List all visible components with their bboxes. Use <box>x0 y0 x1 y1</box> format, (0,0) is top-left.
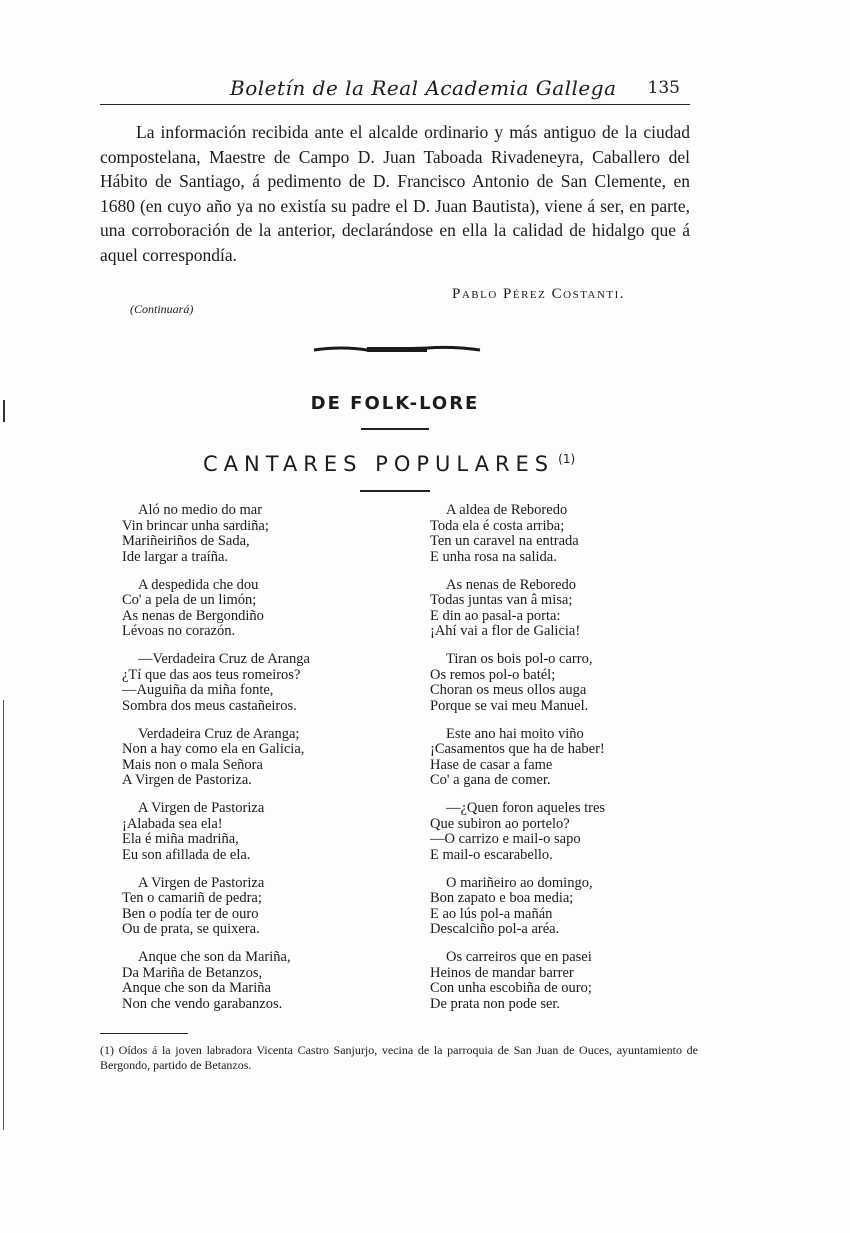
subtitle-text: CANTARES POPULARES <box>203 452 555 476</box>
stanza <box>430 801 700 863</box>
verse-line: ¡Alabada sea ela! <box>122 815 223 832</box>
verse-line: O mariñeiro ao domingo, <box>446 874 593 891</box>
verse-line: Anque che son da Mariña <box>122 980 271 996</box>
verse-line: Eu son afillada de ela. <box>122 846 251 863</box>
article-paragraph <box>100 120 690 267</box>
verse-line: Lévoas no corazón. <box>122 623 236 639</box>
verse-line: As nenas de Reboredo <box>446 576 577 593</box>
stanza <box>122 801 392 863</box>
verse-line: A Virgen de Pastoriza <box>138 800 265 816</box>
verse-line: Ten un caravel na entrada <box>430 533 579 549</box>
verse-line: Vin brincar unha sardiña; <box>122 517 269 534</box>
verse-line: Non a hay como ela en Galicia, <box>122 741 305 757</box>
verse-line: Mariñeiriños de Sada, <box>122 533 250 549</box>
stanza <box>430 503 700 565</box>
verse-line: Ou de prata, se quixera. <box>122 921 260 937</box>
verse-line: Os remos pol-o batél; <box>430 666 556 683</box>
paragraph-text: La información recibida ante el alcalde ordinario y más antiguo de la ciudad compostelana, Maestre de Campo D. Juan Taboada Rivadeneyra, Caballero del Hábito de Santiago, á pedimento de D. Francisco Antonio de San Clemente, en 1680 (en cuyo año ya no existía su padre el D. Juan Bautista), viene á ser, en parte, una corroboración de la anterior, declarándose en ella la calidad de hidalgo que á aquel correspondía. <box>100 122 690 265</box>
verse-line: Hase de casar a fame <box>430 756 553 773</box>
author-signature: Pablo Pérez Costanti. <box>452 286 626 302</box>
stanza <box>122 503 392 565</box>
verse-line: De prata non pode ser. <box>430 995 561 1012</box>
section-subtitle <box>203 452 575 476</box>
verse-line: Bon zapato e boa media; <box>430 890 574 906</box>
verse-line: A Virgen de Pastoriza. <box>122 772 252 788</box>
verse-line: As nenas de Bergondiño <box>122 607 264 624</box>
stanza <box>430 727 700 789</box>
verse-line: Tiran os bois pol-o carro, <box>446 651 593 667</box>
poems-right-column <box>430 503 700 1025</box>
verse-line: E unha rosa na salida. <box>430 548 557 565</box>
footnote: (1) Oídos á la joven labradora Vicenta Castro Sanjurjo, vecina de la parroquia de San Juan de Ouces, ayuntamiento de Bergondo, partido de Betanzos. <box>100 1043 698 1072</box>
verse-line: E ao lús pol-a mañán <box>430 905 553 922</box>
verse-line: Porque se vai meu Manuel. <box>430 697 589 714</box>
journal-title: Boletín de la Real Academia Gallega <box>230 76 617 100</box>
title-rule <box>361 428 429 430</box>
verse-line: Toda ela é costa arriba; <box>430 517 565 534</box>
verse-line: Que subiron ao portelo? <box>430 815 570 832</box>
section-title: DE FOLK-LORE <box>310 393 480 414</box>
page-number: 135 <box>647 78 680 98</box>
verse-line: Mais non o mala Señora <box>122 756 263 773</box>
verse-line: Non che vendo garabanzos. <box>122 995 283 1012</box>
verse-line: A aldea de Reboredo <box>446 502 568 518</box>
footnote-marker: (1) <box>558 452 576 466</box>
verse-line: Ben o podía ter de ouro <box>122 905 259 922</box>
verse-line: Da Mariña de Betanzos, <box>122 964 263 981</box>
verse-line: Co' a pela de un limón; <box>122 592 257 608</box>
stanza <box>430 652 700 714</box>
poems-left-column <box>122 503 392 1025</box>
ornamental-divider <box>312 342 482 358</box>
verse-line: Os carreiros que en pasei <box>446 949 592 965</box>
verse-line: A Virgen de Pastoriza <box>138 874 265 891</box>
verse-line: Sombra dos meus castañeiros. <box>122 697 297 714</box>
verse-line: Con unha escobiña de ouro; <box>430 980 592 996</box>
continues-note: (Continuará) <box>130 302 194 316</box>
verse-line: ¿Tí que das aos teus romeiros? <box>122 666 301 683</box>
verse-line: Verdadeira Cruz de Aranga; <box>138 725 300 742</box>
stanza <box>430 950 700 1012</box>
verse-line: Heinos de mandar barrer <box>430 964 574 981</box>
verse-line: Todas juntas van â misa; <box>430 592 573 608</box>
verse-line: —Verdadeira Cruz de Aranga <box>138 651 310 667</box>
subtitle-rule <box>360 490 430 492</box>
verse-line: Ela é miña madriña, <box>122 831 239 847</box>
margin-mark <box>3 400 5 422</box>
footnote-rule <box>100 1033 188 1034</box>
verse-line: Ten o camariñ de pedra; <box>122 890 262 906</box>
verse-line: Co' a gana de comer. <box>430 772 551 788</box>
verse-line: —O carrizo e mail-o sapo <box>430 831 581 847</box>
verse-line: E mail-o escarabello. <box>430 846 553 863</box>
stanza <box>122 876 392 938</box>
verse-line: Choran os meus ollos auga <box>430 682 587 698</box>
margin-mark <box>3 700 4 1130</box>
stanza <box>430 578 700 640</box>
stanza <box>122 727 392 789</box>
verse-line: Descalciño pol-a aréa. <box>430 921 560 937</box>
verse-line: Aló no medio do mar <box>138 502 263 518</box>
stanza <box>122 950 392 1012</box>
stanza <box>122 578 392 640</box>
verse-line: A despedida che dou <box>138 576 259 593</box>
verse-line: —Auguiña da miña fonte, <box>122 682 274 698</box>
running-head <box>100 74 690 105</box>
verse-line: Este ano hai moito viño <box>446 725 584 742</box>
stanza <box>122 652 392 714</box>
verse-line: ¡Ahí vai a flor de Galicia! <box>430 623 581 639</box>
verse-line: —¿Quen foron aqueles tres <box>446 800 606 816</box>
stanza <box>430 876 700 938</box>
verse-line: E din ao pasal-a porta: <box>430 607 561 624</box>
verse-line: ¡Casamentos que ha de haber! <box>430 741 605 757</box>
verse-line: Ide largar a traíña. <box>122 548 229 565</box>
verse-line: Anque che son da Mariña, <box>138 949 291 965</box>
